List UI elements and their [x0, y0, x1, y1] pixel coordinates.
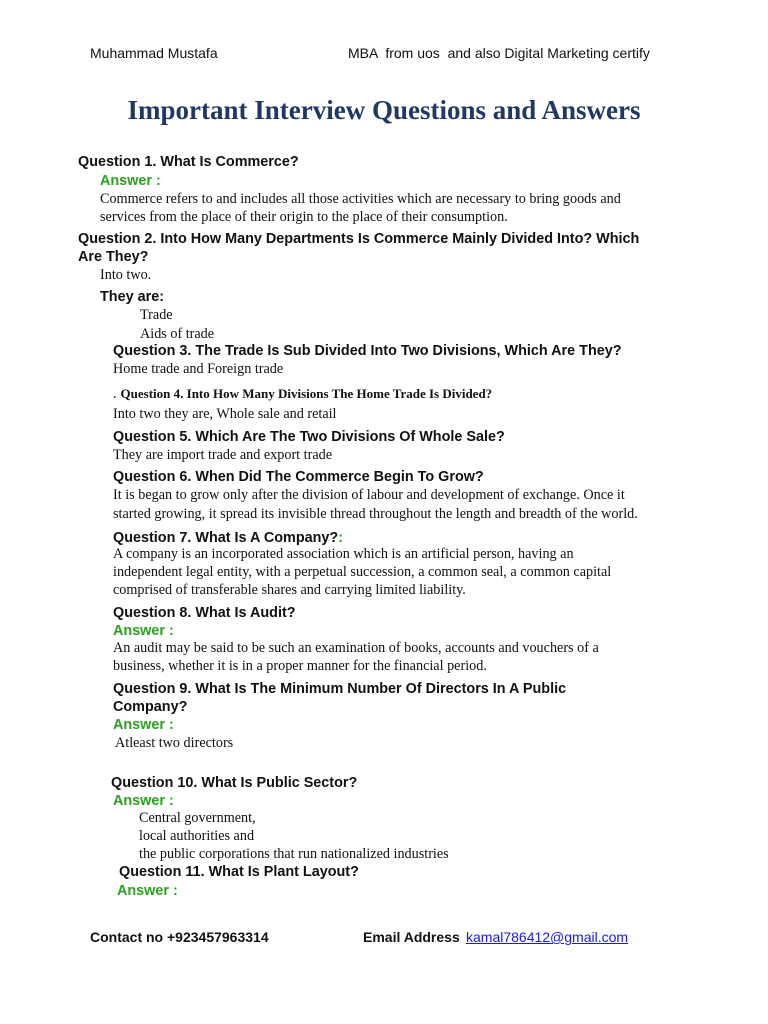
- question-2-line-1: Question 2. Into How Many Departments Is Commerce Mainly Divided Into? Which: [78, 231, 640, 247]
- email-link[interactable]: kamal786412@gmail.com: [466, 929, 629, 945]
- list-item: Trade: [140, 307, 173, 323]
- question-3: Question 3. The Trade Is Sub Divided Into Two Divisions, Which Are They?: [113, 343, 622, 359]
- question-8: Question 8. What Is Audit?: [113, 605, 296, 621]
- list-item: the public corporations that run nationalized industries: [139, 846, 449, 862]
- answer-7-line-2: independent legal entity, with a perpetual succession, a common seal, a common capital: [113, 564, 612, 580]
- list-item: Aids of trade: [140, 326, 215, 342]
- answer-5: They are import trade and export trade: [113, 447, 333, 463]
- answer-2: Into two.: [100, 267, 152, 283]
- answer-6-line-1: It is began to grow only after the division of labour and development of exchange. Once it: [113, 487, 625, 503]
- answer-label-10: Answer :: [113, 793, 174, 809]
- answer-label-9: Answer :: [113, 717, 174, 733]
- answer-4: Into two they are, Whole sale and retail: [113, 406, 337, 422]
- answer-7-line-1: A company is an incorporated association which is an artificial person, having an: [113, 546, 574, 562]
- question-9-line-2: Company?: [113, 699, 188, 715]
- answer-8-line-1: An audit may be said to be such an examination of books, accounts and vouchers of a: [113, 640, 599, 656]
- question-4-prefix: .: [113, 386, 117, 402]
- list-item: local authorities and: [139, 828, 255, 844]
- answer-1-line-1: Commerce refers to and includes all those activities which are necessary to bring goods and: [100, 191, 621, 207]
- question-10: Question 10. What Is Public Sector?: [111, 775, 358, 791]
- answer-1-line-2: services from the place of their origin to the place of their consumption.: [100, 209, 508, 225]
- question-7-text: Question 7. What Is A Company?: [113, 530, 339, 546]
- answer-label-11: Answer :: [117, 883, 178, 899]
- author-name: Muhammad Mustafa: [90, 45, 218, 61]
- author-credentials: MBA from uos and also Digital Marketing certify: [348, 45, 650, 61]
- question-1: Question 1. What Is Commerce?: [78, 154, 299, 170]
- question-4: [113, 385, 492, 403]
- answer-9: Atleast two directors: [115, 735, 234, 751]
- question-2-line-2: Are They?: [78, 249, 149, 265]
- question-7-colon: :: [338, 530, 344, 546]
- answer-7-line-3: comprised of transferable shares and carrying limited liability.: [113, 582, 466, 598]
- contact-number: Contact no +923457963314: [90, 929, 269, 945]
- answer-8-line-2: business, whether it is in a proper manner for the financial period.: [113, 658, 487, 674]
- question-6: Question 6. When Did The Commerce Begin To Grow?: [113, 469, 484, 485]
- question-4-text: Question 4. Into How Many Divisions The Home Trade Is Divided?: [120, 386, 493, 401]
- answer-6-line-2: started growing, it spread its invisible thread throughout the length and breadth of the world.: [113, 506, 638, 522]
- email-label: Email Address: [363, 929, 460, 945]
- question-5: Question 5. Which Are The Two Divisions Of Whole Sale?: [113, 429, 505, 445]
- question-9-line-1: Question 9. What Is The Minimum Number Of Directors In A Public: [113, 681, 567, 697]
- question-11: Question 11. What Is Plant Layout?: [119, 864, 359, 880]
- answer-3: Home trade and Foreign trade: [113, 361, 284, 377]
- question-7: [113, 529, 343, 547]
- list-item: Central government,: [139, 810, 256, 826]
- page-title: Important Interview Questions and Answers: [127, 95, 641, 125]
- answer-label-1: Answer :: [100, 173, 161, 189]
- answer-label-8: Answer :: [113, 623, 174, 639]
- they-are-label: They are:: [100, 289, 164, 305]
